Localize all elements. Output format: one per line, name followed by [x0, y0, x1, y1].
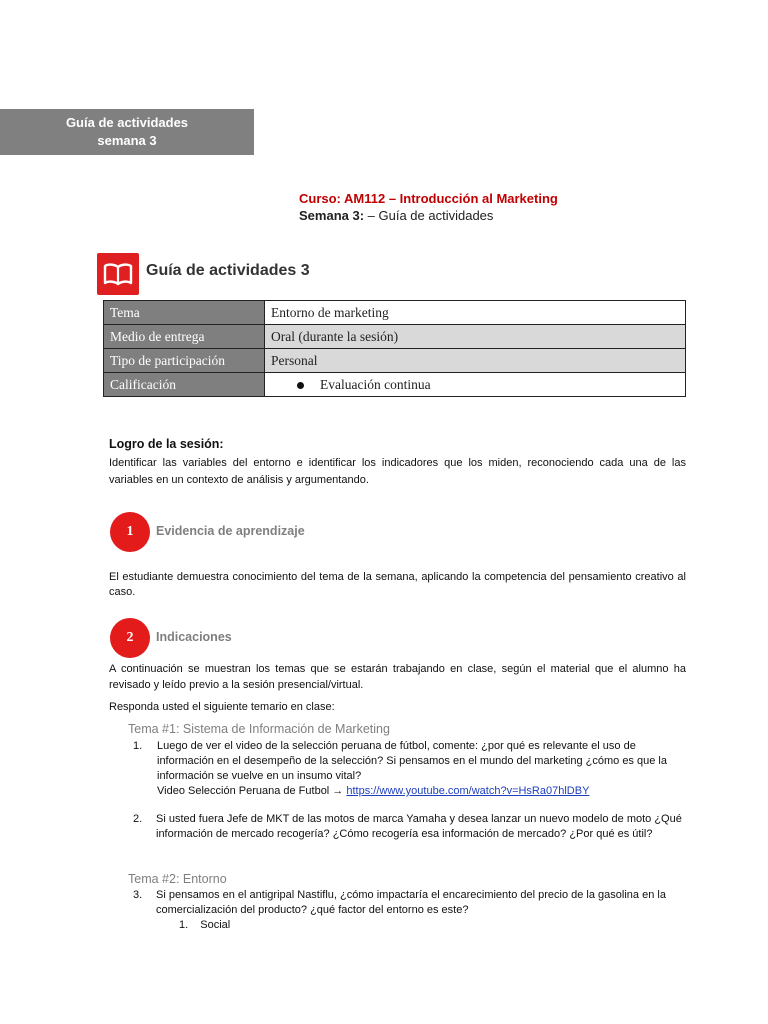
table-key: Tema [104, 301, 265, 325]
section-number-badge: 1 [110, 512, 150, 552]
header-banner [0, 109, 254, 155]
week-rest: – Guía de actividades [364, 208, 494, 223]
table-row [104, 349, 686, 373]
question-text: Luego de ver el video de la selección peruana de fútbol, comente: ¿por qué es relevante el uso de información en el desempeño de la selección? Si pensamos en el mundo del marketing ¿cómo es que la información se vuelve en un insumo vital? [157, 740, 667, 782]
youtube-link[interactable]: https://www.youtube.com/watch?v=HsRa07hlDBY [346, 785, 590, 797]
list-number: 1. [179, 919, 189, 931]
section-text-2: Responda usted el siguiente temario en clase: [109, 701, 335, 713]
list-number: 3. [133, 889, 143, 901]
list-item [133, 739, 686, 799]
tema-2-title: Tema #2: Entorno [128, 872, 227, 886]
sub-list-item [179, 918, 230, 933]
video-line [157, 784, 686, 799]
table-value-bullet [265, 373, 686, 397]
section-number-badge: 2 [110, 618, 150, 658]
list-number: 2. [133, 813, 143, 825]
question-text: Si usted fuera Jefe de MKT de las motos de marca Yamaha y desea lanzar un nuevo modelo de moto ¿Qué información de mercado recogería? ¿Cómo recogería esa información de mercado? ¿Por qué es útil? [156, 813, 682, 840]
info-table [103, 300, 686, 397]
banner-line-2: semana 3 [97, 133, 157, 148]
table-value: Personal [265, 349, 686, 373]
list-item [133, 888, 686, 918]
section-text: El estudiante demuestra conocimiento del tema de la semana, aplicando la competencia del pensamiento creativo al caso. [109, 571, 686, 598]
table-key: Tipo de participación [104, 349, 265, 373]
table-row [104, 301, 686, 325]
question-text: Si pensamos en el antigripal Nastiflu, ¿cómo impactaría el encarecimiento del precio de la gasolina en la comercialización del producto? ¿qué factor del entorno es este? [156, 889, 666, 916]
logro-text: Identificar las variables del entorno e identificar los indicadores que los miden, reconociendo cada una de las variables en un contexto de análisis y argumentando. [109, 457, 686, 486]
guide-title: Guía de actividades 3 [146, 262, 310, 279]
list-number: 1. [133, 740, 143, 752]
option-text: Social [200, 919, 231, 931]
table-row [104, 325, 686, 349]
section-title: Evidencia de aprendizaje [156, 524, 305, 538]
table-key: Medio de entrega [104, 325, 265, 349]
table-value: Oral (durante la sesión) [265, 325, 686, 349]
video-label: Video Selección Peruana de Futbol → [157, 785, 344, 797]
logro-heading: Logro de la sesión: [109, 437, 224, 451]
section-text: A continuación se muestran los temas que se estarán trabajando en clase, según el material que el alumno ha revisado y leído previo a la sesión presencial/virtual. [109, 663, 686, 691]
course-title: Curso: AM112 – Introducción al Marketing [299, 191, 558, 206]
bullet-icon [297, 382, 304, 389]
banner-line-1: Guía de actividades [65, 115, 189, 130]
week-subtitle [299, 207, 558, 224]
list-item [133, 812, 686, 842]
table-row [104, 373, 686, 397]
table-key: Calificación [104, 373, 265, 397]
week-label: Semana 3: [299, 208, 365, 223]
section-title: Indicaciones [156, 630, 232, 644]
table-value: Entorno de marketing [265, 301, 686, 325]
book-icon [97, 253, 139, 295]
table-value: Evaluación continua [320, 376, 431, 392]
tema-1-title: Tema #1: Sistema de Información de Marketing [128, 722, 390, 736]
course-info [299, 190, 558, 224]
